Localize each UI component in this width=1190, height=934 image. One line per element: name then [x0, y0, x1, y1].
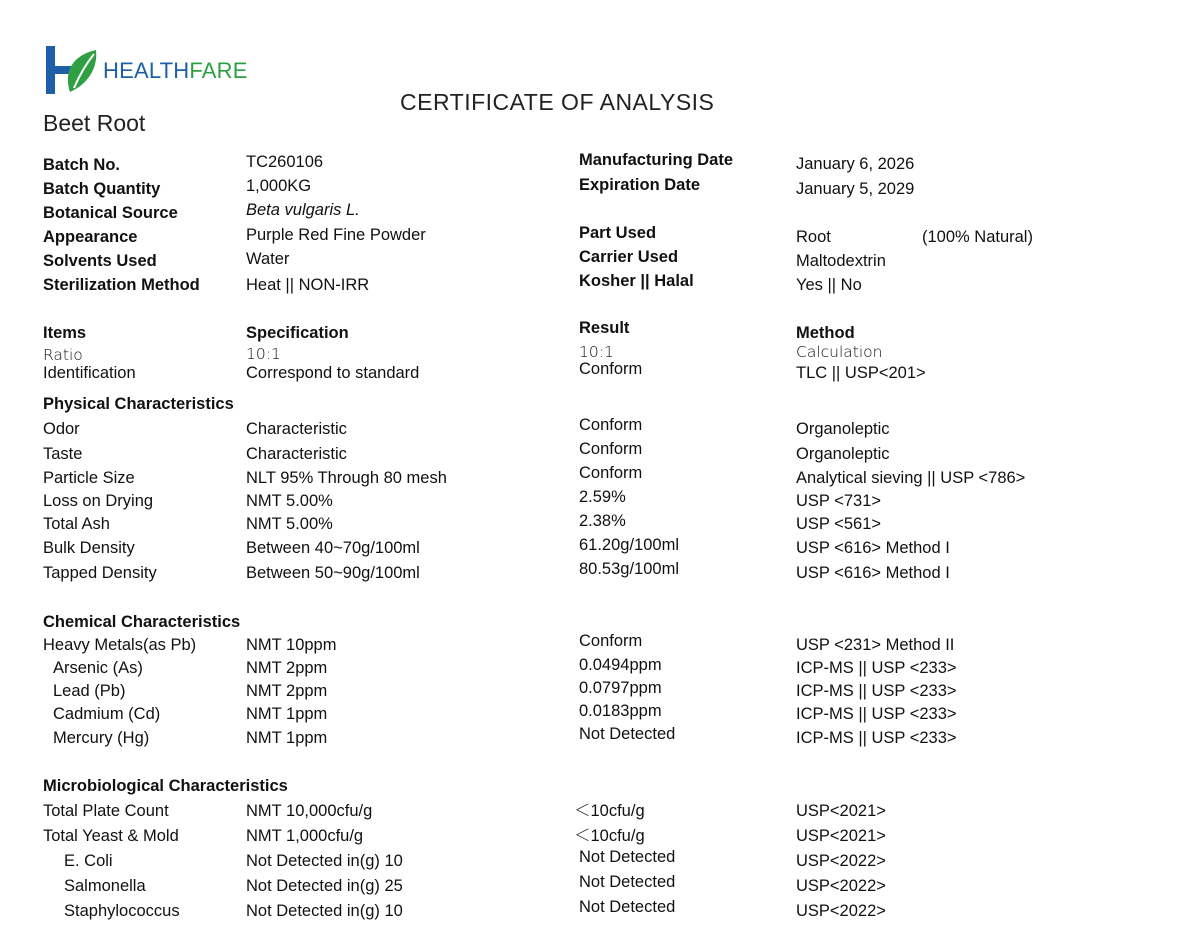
- row-item: Tapped Density: [43, 564, 157, 582]
- row-method: TLC || USP<201>: [796, 364, 926, 382]
- info-label: Sterilization Method: [43, 276, 200, 294]
- row-item: Bulk Density: [43, 539, 135, 557]
- row-method: USP<2022>: [796, 902, 886, 920]
- row-method: ICP-MS || USP <233>: [796, 705, 957, 723]
- row-result: Not Detected: [579, 848, 676, 866]
- row-spec: Between 50~90g/100ml: [246, 564, 420, 582]
- row-result: 2.59%: [579, 488, 626, 506]
- section-title-chemical: Chemical Characteristics: [43, 613, 241, 631]
- row-item: Odor: [43, 420, 80, 438]
- row-spec: NMT 5.00%: [246, 515, 333, 533]
- document-title: CERTIFICATE OF ANALYSIS: [400, 89, 715, 115]
- row-method: USP<2021>: [796, 802, 886, 820]
- info-label: Carrier Used: [579, 248, 679, 266]
- row-spec: NMT 10ppm: [246, 636, 337, 654]
- row-spec: 10:1: [246, 345, 281, 363]
- row-spec: NMT 2ppm: [246, 659, 328, 677]
- row-result: 2.38%: [579, 512, 626, 530]
- info-label: Kosher || Halal: [579, 272, 694, 290]
- row-result: Conform: [579, 416, 643, 434]
- row-method: Analytical sieving || USP <786>: [796, 469, 1026, 487]
- row-spec: NLT 95% Through 80 mesh: [246, 469, 447, 487]
- row-spec: Not Detected in(g) 25: [246, 877, 403, 895]
- info-value: January 6, 2026: [796, 155, 915, 173]
- logo-mark-icon: [44, 44, 106, 96]
- row-method: USP<2022>: [796, 877, 886, 895]
- column-header-items: Items: [43, 324, 87, 342]
- row-item: Total Yeast & Mold: [43, 827, 179, 845]
- row-method: USP<2021>: [796, 827, 886, 845]
- row-spec: NMT 1ppm: [246, 729, 328, 747]
- row-item: Lead (Pb): [53, 682, 126, 700]
- brand-name: [103, 58, 248, 84]
- info-label: Appearance: [43, 228, 138, 246]
- row-method: ICP-MS || USP <233>: [796, 659, 957, 677]
- row-method: Organoleptic: [796, 445, 890, 463]
- row-method: USP <731>: [796, 492, 882, 510]
- info-value: Root: [796, 228, 831, 246]
- row-method: USP <231> Method II: [796, 636, 955, 654]
- row-result: 0.0494ppm: [579, 656, 662, 674]
- row-result: 80.53g/100ml: [579, 560, 679, 578]
- info-value: Maltodextrin: [796, 252, 886, 270]
- row-item: Salmonella: [64, 877, 146, 895]
- row-result: Not Detected: [579, 725, 676, 743]
- row-spec: Not Detected in(g) 10: [246, 852, 403, 870]
- row-result: 10:1: [579, 343, 614, 361]
- row-result: Not Detected: [579, 873, 676, 891]
- section-title-micro: Microbiological Characteristics: [43, 777, 288, 795]
- row-method: Calculation: [796, 343, 883, 361]
- product-name: Beet Root: [43, 110, 146, 136]
- row-spec: NMT 10,000cfu/g: [246, 802, 373, 820]
- info-note: (100% Natural): [922, 228, 1033, 246]
- row-item: Total Ash: [43, 515, 110, 533]
- row-result: Conform: [579, 440, 643, 458]
- info-value: 1,000KG: [246, 177, 312, 195]
- row-spec: NMT 5.00%: [246, 492, 333, 510]
- column-header-method: Method: [796, 324, 855, 342]
- row-result: Conform: [579, 464, 643, 482]
- row-method: USP <616> Method I: [796, 539, 950, 557]
- info-value: Purple Red Fine Powder: [246, 226, 426, 244]
- row-item: Cadmium (Cd): [53, 705, 161, 723]
- info-value: Heat || NON-IRR: [246, 276, 370, 294]
- row-method: ICP-MS || USP <233>: [796, 682, 957, 700]
- info-label: Solvents Used: [43, 252, 157, 270]
- row-spec: Characteristic: [246, 420, 347, 438]
- info-label: Botanical Source: [43, 204, 178, 222]
- info-label: Part Used: [579, 224, 657, 242]
- info-label: Expiration Date: [579, 176, 701, 194]
- section-title-physical: Physical Characteristics: [43, 395, 234, 413]
- row-item: Total Plate Count: [43, 802, 169, 820]
- row-spec: Characteristic: [246, 445, 347, 463]
- row-item: Particle Size: [43, 469, 135, 487]
- row-method: ICP-MS || USP <233>: [796, 729, 957, 747]
- info-label: Batch No.: [43, 156, 121, 174]
- brand-part-2: FARE: [189, 58, 248, 83]
- row-item: Identification: [43, 364, 136, 382]
- row-item: Loss on Drying: [43, 492, 154, 510]
- info-value: January 5, 2029: [796, 180, 915, 198]
- row-method: Organoleptic: [796, 420, 890, 438]
- row-result: 0.0797ppm: [579, 679, 662, 697]
- row-result: Not Detected: [579, 898, 676, 916]
- column-header-spec: Specification: [246, 324, 349, 342]
- info-value: Water: [246, 250, 290, 268]
- info-label: Manufacturing Date: [579, 151, 734, 169]
- row-method: USP <561>: [796, 515, 882, 533]
- row-spec: NMT 1,000cfu/g: [246, 827, 364, 845]
- row-spec: NMT 1ppm: [246, 705, 328, 723]
- row-item: Taste: [43, 445, 83, 463]
- row-item: Arsenic (As): [53, 659, 143, 677]
- row-item: Staphylococcus: [64, 902, 180, 920]
- info-value: Beta vulgaris L.: [246, 201, 360, 219]
- row-result: ＜10cfu/g: [574, 802, 645, 820]
- info-value: Yes || No: [796, 276, 862, 294]
- row-item: Heavy Metals(as Pb): [43, 636, 197, 654]
- row-method: USP<2022>: [796, 852, 886, 870]
- brand-part-1: HEALTH: [103, 58, 190, 83]
- column-header-result: Result: [579, 319, 630, 337]
- row-result: Conform: [579, 632, 643, 650]
- row-spec: Correspond to standard: [246, 364, 420, 382]
- row-item: Ratio: [43, 346, 83, 364]
- row-result: ＜10cfu/g: [574, 827, 645, 845]
- info-label: Batch Quantity: [43, 180, 161, 198]
- row-result: Conform: [579, 360, 643, 378]
- info-value: TC260106: [246, 153, 324, 171]
- row-spec: NMT 2ppm: [246, 682, 328, 700]
- row-result: 61.20g/100ml: [579, 536, 679, 554]
- row-result: 0.0183ppm: [579, 702, 662, 720]
- row-spec: Between 40~70g/100ml: [246, 539, 420, 557]
- row-spec: Not Detected in(g) 10: [246, 902, 403, 920]
- row-method: USP <616> Method I: [796, 564, 950, 582]
- row-item: Mercury (Hg): [53, 729, 150, 747]
- row-item: E. Coli: [64, 852, 113, 870]
